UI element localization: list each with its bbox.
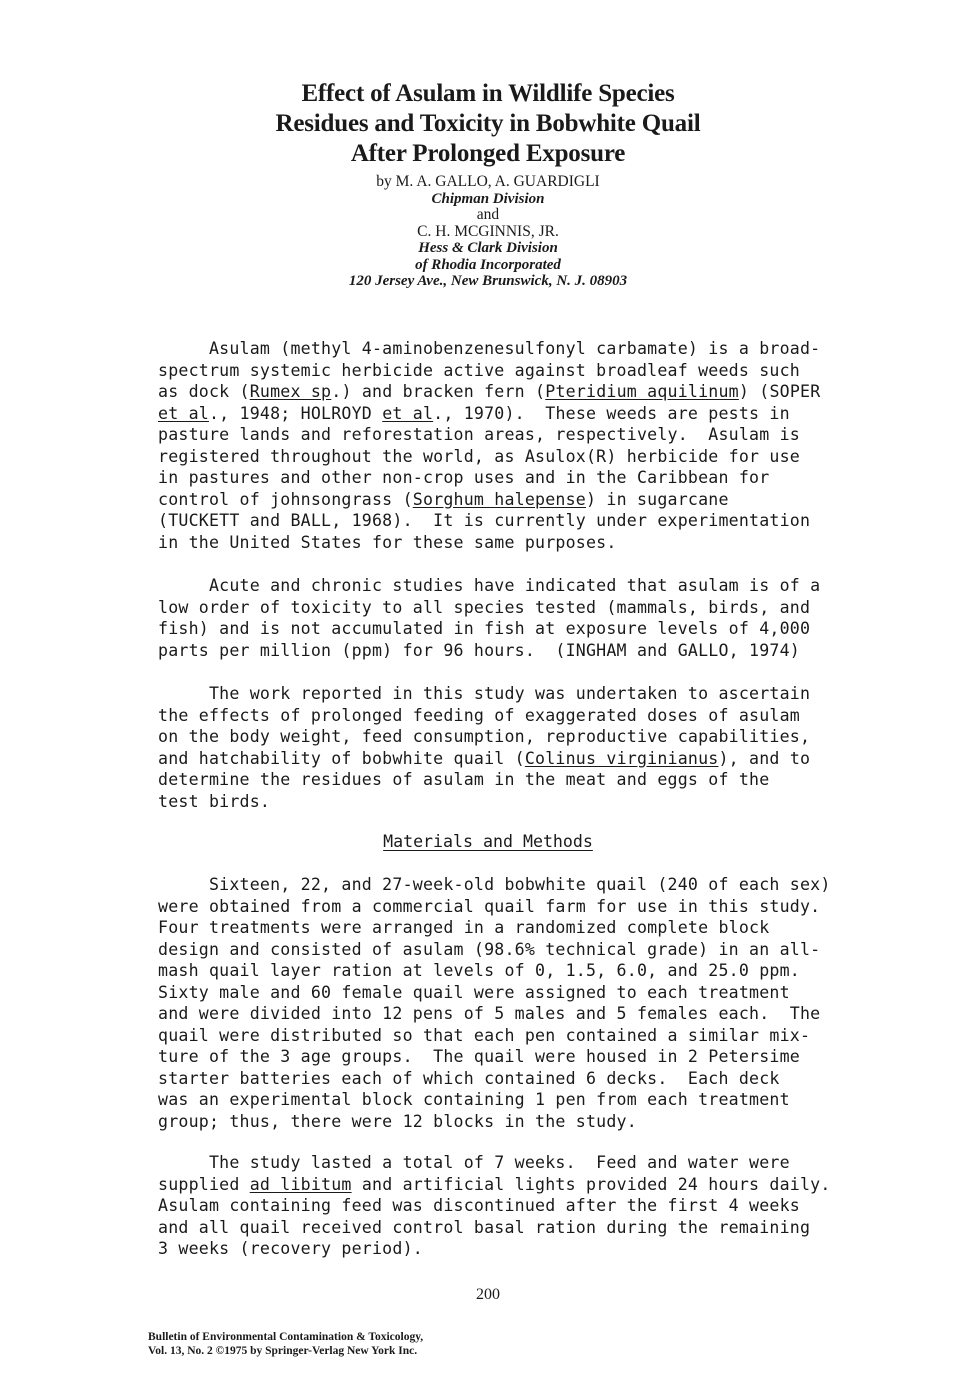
text-line: and artificial lights provided 24 hours daily. — [351, 1174, 831, 1194]
article-title — [0, 79, 976, 169]
text-line: in the United States for these same purposes. — [158, 532, 617, 552]
paragraph-methods — [158, 874, 858, 1132]
text-line: and all quail received control basal ration during the remaining — [158, 1217, 811, 1237]
text-line: supplied — [158, 1174, 250, 1194]
text-line: were obtained from a commercial quail farm for use in this study. — [158, 896, 821, 916]
text-line: design and consisted of asulam (98.6% technical grade) in an all- — [158, 939, 821, 959]
section-heading: Materials and Methods — [383, 832, 593, 851]
text-line: control of johnsongrass ( — [158, 489, 413, 509]
text-line: group; thus, there were 12 blocks in the study. — [158, 1111, 637, 1131]
text-line: Four treatments were arranged in a randomized complete block — [158, 918, 770, 937]
text-line: spectrum systemic herbicide active against broadleaf weeds such — [158, 360, 800, 380]
text-line: quail were distributed so that each pen contained a similar mix- — [158, 1025, 811, 1045]
text-line: ., 1948; HOLROYD — [208, 403, 383, 423]
footer-line-1: Bulletin of Environmental Contamination & Toxicology, — [148, 1331, 424, 1343]
text-line: Sixteen, 22, and 27-week-old bobwhite quail (240 of each sex) — [158, 875, 831, 894]
footer-line-2: Vol. 13, No. 2 ©1975 by Springer-Verlag New York Inc. — [148, 1345, 418, 1357]
text-line: The study lasted a total of 7 weeks. Feed and water were — [158, 1153, 790, 1172]
text-line: .) and bracken fern ( — [331, 382, 546, 401]
authors-line-1: by M. A. GALLO, A. GUARDIGLI — [376, 173, 600, 190]
text-line: The work reported in this study was undertaken to ascertain — [158, 684, 811, 703]
text-line: as dock ( — [158, 382, 250, 401]
text-line: the effects of prolonged feeding of exaggerated doses of asulam — [158, 705, 800, 725]
text-line: mash quail layer ration at levels of 0, 1.5, 6.0, and 25.0 ppm. — [158, 961, 800, 980]
text-line: 3 weeks (recovery period). — [158, 1239, 423, 1258]
affiliation-1: Chipman Division — [431, 190, 545, 207]
species-name: Pteridium aquilinum — [545, 382, 739, 401]
address: 120 Jersey Ave., New Brunswick, N. J. 08903 — [348, 273, 628, 289]
title-line-2: Residues and Toxicity in Bobwhite Quail — [275, 110, 701, 137]
affiliation-3: of Rhodia Incorporated — [415, 256, 561, 273]
text-line: starter batteries each of which contained 6 decks. Each deck — [158, 1068, 780, 1088]
text-line: Acute and chronic studies have indicated that asulam is of a — [158, 576, 821, 595]
paragraph-duration — [158, 1152, 858, 1260]
text-line: Asulam containing feed was discontinued after the first 4 weeks — [158, 1196, 800, 1215]
text-line: and hatchability of bobwhite quail ( — [158, 748, 525, 768]
text-line: ) (SOPER — [738, 382, 821, 401]
text-line: pasture lands and reforestation areas, respectively. Asulam is — [158, 425, 800, 444]
and-separator: and — [476, 206, 500, 223]
text-line: determine the residues of asulam in the meat and eggs of the — [158, 770, 770, 789]
text-line: fish) and is not accumulated in fish at exposure levels of 4,000 — [158, 619, 811, 638]
text-line: Asulam (methyl 4-aminobenzenesulfonyl carbamate) is a broad- — [158, 339, 821, 358]
latin-term: ad libitum — [249, 1174, 352, 1194]
citation-etal: et al — [382, 403, 434, 423]
text-line: was an experimental block containing 1 pen from each treatment — [158, 1090, 790, 1109]
text-line: on the body weight, feed consumption, reproductive capabilities, — [158, 727, 811, 746]
text-line: Sixty male and 60 female quail were assigned to each treatment — [158, 982, 790, 1002]
text-line: and were divided into 12 pens of 5 males and 5 females each. The — [158, 1004, 821, 1023]
title-line-3: After Prolonged Exposure — [350, 140, 626, 167]
species-name: Rumex sp — [249, 382, 332, 401]
text-line: ., 1970). These weeds are pests in — [433, 403, 790, 423]
species-name: Colinus virginianus — [524, 748, 719, 768]
journal-footer — [148, 1330, 423, 1358]
text-line: ) in sugarcane — [586, 489, 729, 509]
text-line: test birds. — [158, 791, 271, 811]
author-byline — [0, 174, 976, 290]
affiliation-2: Hess & Clark Division — [418, 240, 558, 256]
text-line: low order of toxicity to all species tested (mammals, birds, and — [158, 597, 811, 617]
paragraph-intro — [158, 338, 858, 553]
text-line: parts per million (ppm) for 96 hours. (INGHAM and GALLO, 1974) — [158, 640, 800, 660]
text-line: ), and to — [718, 748, 811, 768]
page-number: 200 — [476, 1286, 500, 1303]
text-line: registered throughout the world, as Asulox(R) herbicide for use — [158, 446, 800, 466]
paragraph-objective — [158, 683, 858, 812]
text-line: in pastures and other non-crop uses and in the Caribbean for — [158, 468, 770, 487]
text-line: (TUCKETT and BALL, 1968). It is currently under experimentation — [158, 511, 811, 530]
title-line-1: Effect of Asulam in Wildlife Species — [301, 80, 675, 107]
citation-etal: et al — [158, 403, 209, 423]
text-line: ture of the 3 age groups. The quail were housed in 2 Petersime — [158, 1047, 800, 1066]
paragraph-toxicity — [158, 575, 858, 661]
authors-line-2: C. H. MCGINNIS, JR. — [417, 222, 559, 240]
species-name: Sorghum halepense — [412, 489, 587, 509]
